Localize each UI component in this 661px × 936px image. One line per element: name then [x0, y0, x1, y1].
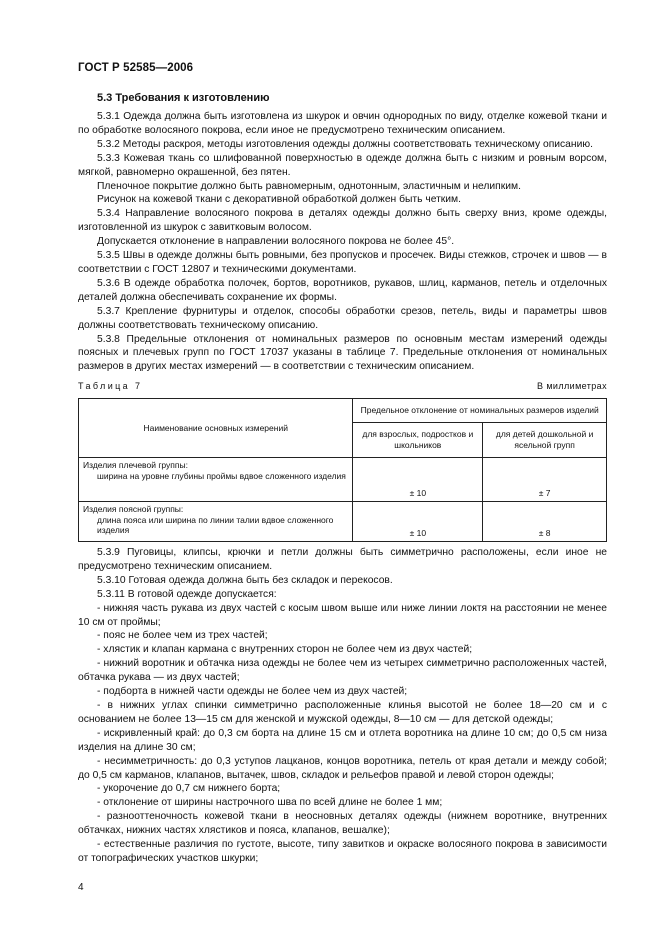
row-group-label: Изделия плечевой группы:: [83, 460, 188, 470]
list-item: - подборта в нижней части одежды не более чем из двух частей;: [97, 686, 408, 698]
table-header-name: Наименование основных измерений: [79, 399, 353, 458]
row-measure-label: ширина на уровне глубины проймы вдвое сложенного изделия: [97, 470, 346, 481]
table-row: [79, 458, 607, 502]
paragraph: 5.3.8 Предельные отклонения от номинальных размеров по основным местам измерений одежды поясных и плечевых групп по ГОСТ 17037 указаны в таблице 7. Предельные отклонения от номинальных размеров в других местах измерений — в соответствии с техническим описанием.: [78, 333, 607, 373]
row-measure-label: длина пояса или ширина по линии талии вдвое сложенного изделия: [97, 514, 334, 536]
text-block-bottom: [78, 546, 607, 866]
table-7: [78, 398, 607, 542]
table-cell-name: [79, 458, 353, 502]
table-units: В миллиметрах: [537, 381, 607, 391]
list-item: - хлястик и клапан кармана с внутренних сторон не более чем из двух частей;: [97, 644, 473, 656]
row-group-label: Изделия поясной группы:: [83, 504, 184, 514]
table-row: [79, 502, 607, 542]
table-cell-name: [79, 502, 353, 542]
list-item: - нижний воротник и обтачка низа одежды не более чем из четырех симметрично расположенных частей, обтачка рукава — из двух частей;: [78, 658, 607, 684]
paragraph: 5.3.10 Готовая одежда должна быть без складок и перекосов.: [97, 574, 393, 586]
table-header-adults: для взрослых, подростков и школьников: [353, 423, 483, 458]
paragraph: Пленочное покрытие должно быть равномерным, однотонным, эластичным и нелипким.: [97, 180, 521, 192]
page-number: 4: [78, 882, 84, 893]
paragraph: 5.3.2 Методы раскроя, методы изготовления одежды должны соответствовать техническому описанию.: [97, 138, 593, 150]
list-item: - пояс не более чем из трех частей;: [97, 630, 268, 642]
table-cell-value: ± 10: [353, 458, 483, 502]
section-title: 5.3 Требования к изготовлению: [97, 92, 270, 104]
table-cell-value: ± 10: [353, 502, 483, 542]
table-caption-row: [78, 380, 607, 392]
paragraph: 5.3.3 Кожевая ткань со шлифованной поверхностью в одежде должна быть с низким и ровным ворсом, мягкой, равномерно окрашенной, без пятен.: [78, 152, 607, 178]
text-block-top: [78, 110, 607, 374]
paragraph: Рисунок на кожевой ткани с декоративной обработкой должен быть четким.: [97, 194, 461, 206]
list-item: - разнооттеночность кожевой ткани в неосновных деталях одежды (нижнем воротнике, внутренних обтачках, нижних частях хлястиков и пояса, клапанов, вешалке);: [78, 811, 607, 837]
list-item: - естественные различия по густоте, высоте, типу завитков и окраске волосяного покрова в зависимости от топографических участков шкурки;: [78, 839, 607, 864]
paragraph: 5.3.7 Крепление фурнитуры и отделок, способы обработки срезов, петель, виды и параметры швов должны соответствовать техническому описанию.: [78, 305, 607, 331]
paragraph: 5.3.4 Направление волосяного покрова в деталях одежды должно быть сверху вниз, кроме одежды, изготовленной из шкурок с завитковым волосом.: [78, 208, 607, 234]
list-item: - в нижних углах спинки симметрично расположенные клинья высотой не более 18—20 см и с основанием не более 13—15 см для женской и мужской одежды, 8—10 см — для детской одежды;: [78, 699, 607, 725]
paragraph: 5.3.1 Одежда должна быть изготовлена из шкурок и овчин однородных по виду, отделке кожевой ткани и по обработке волосяного покрова, если иное не предусмотрено техническим описанием.: [78, 111, 607, 136]
table-caption: Таблица 7: [78, 381, 143, 391]
table-cell-value: ± 8: [483, 502, 607, 542]
list-item: - отклонение от ширины настрочного шва по всей длине не более 1 мм;: [97, 797, 443, 809]
paragraph: 5.3.5 Швы в одежде должны быть ровными, без пропусков и просечек. Виды стежков, строчек и швов — в соответствии с ГОСТ 12807 и техническими документами.: [78, 250, 607, 275]
paragraph: 5.3.9 Пуговицы, клипсы, крючки и петли должны быть симметрично расположены, если иное не предусмотрено техническим описанием.: [78, 547, 607, 572]
list-item: - нижняя часть рукава из двух частей с косым швом выше или ниже линии локтя на расстоянии не менее 10 см от проймы;: [78, 602, 607, 628]
list-item: - несимметричность: до 0,3 уступов лацканов, концов воротника, петель от края детали и между собой; до 0,5 см карманов, клапанов, вытачек, швов, складок и рельефов правой и левой сторон одежды;: [78, 755, 607, 781]
table-cell-value: ± 7: [483, 458, 607, 502]
document-code: ГОСТ Р 52585—2006: [78, 62, 194, 74]
list-item: - укорочение до 0,7 см нижнего борта;: [97, 783, 281, 795]
paragraph: 5.3.6 В одежде обработка полочек, бортов, воротников, рукавов, шлиц, карманов, петель и отделочных деталей должна обеспечивать сохранение их формы.: [78, 277, 607, 303]
table-header-children: для детей дошкольной и ясельной групп: [483, 423, 607, 458]
table-header-group: Предельное отклонение от номинальных размеров изделий: [353, 399, 607, 423]
paragraph: 5.3.11 В готовой одежде допускается:: [97, 588, 277, 600]
list-item: - искривленный край: до 0,3 см борта на длине 15 см и отлета воротника на длине 10 см; до 0,5 см низа изделия на длине 30 см;: [78, 727, 607, 753]
paragraph: Допускается отклонение в направлении волосяного покрова не более 45°.: [97, 236, 455, 248]
